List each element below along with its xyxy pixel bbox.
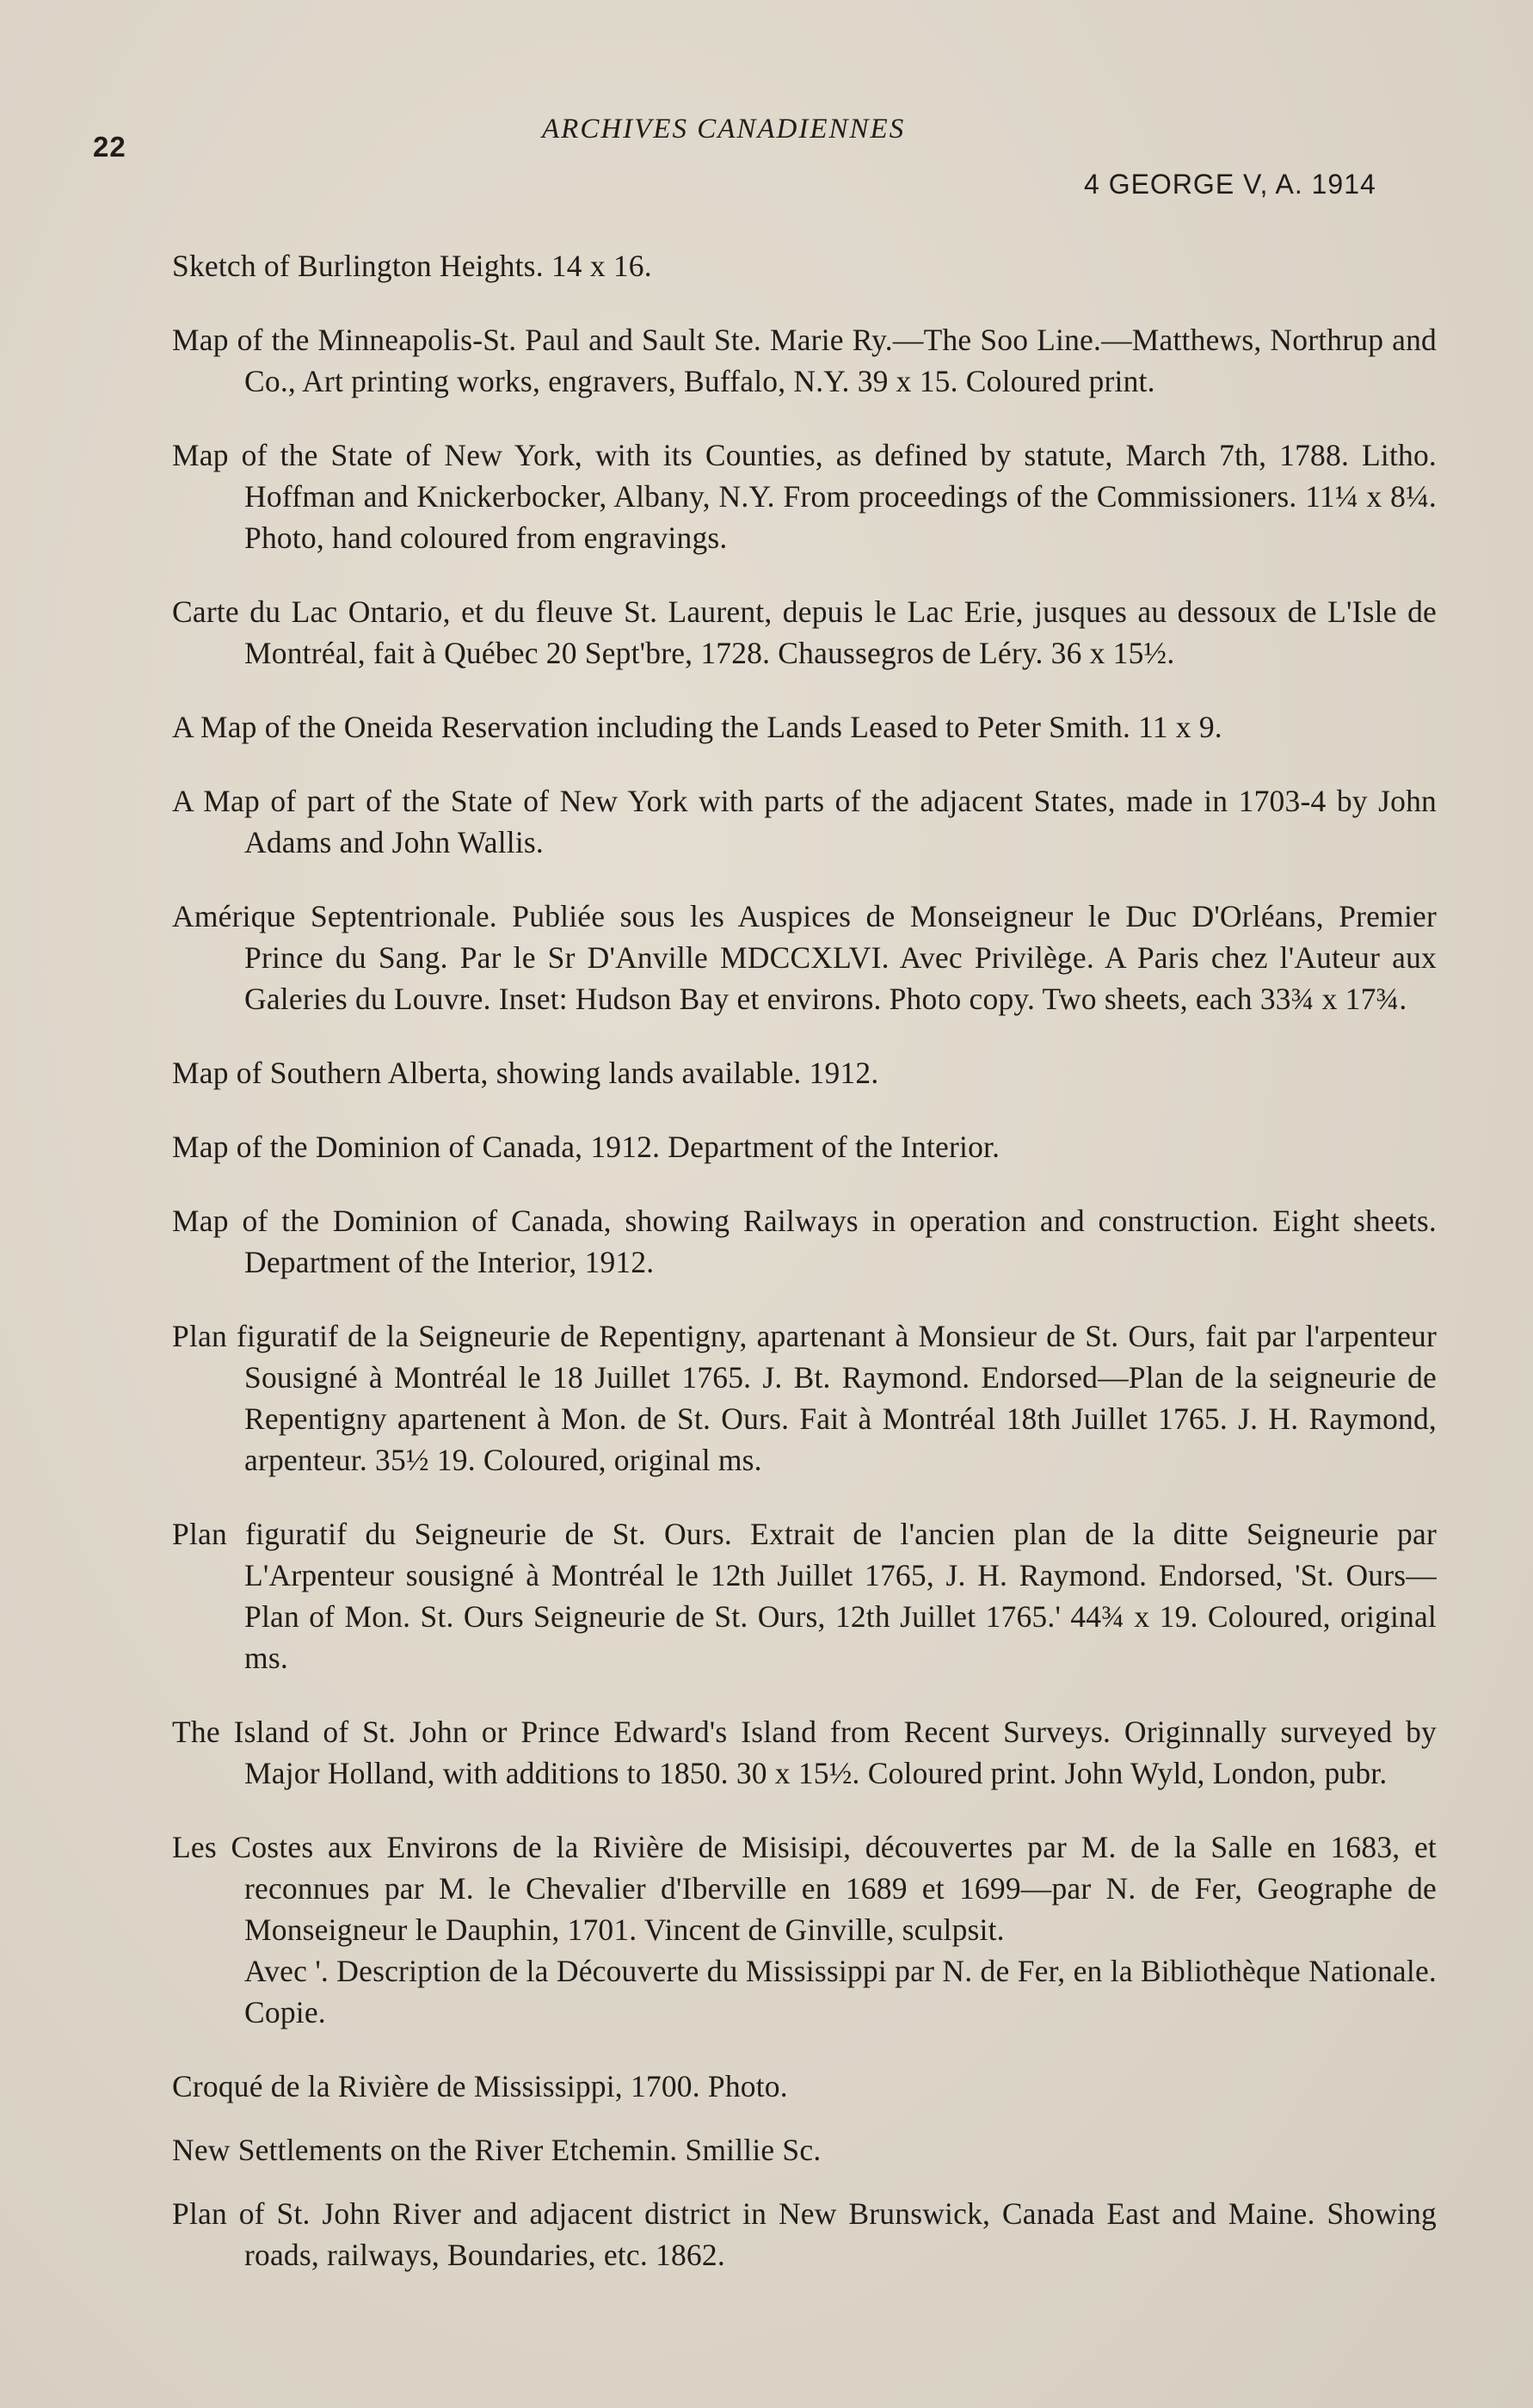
map-entry: [172, 1826, 1437, 2033]
entry-text: Map of the State of New York, with its Counties, as defined by statute, March 7th, 1788. Litho. Hoffman and Knickerbocker, Albany, N.Y. From proceedings of the Commissioners. 11¼ x 8¼. Photo, hand coloured from engravings.: [172, 438, 1437, 555]
entry-text: Map of Southern Alberta, showing lands available. 1912.: [172, 1056, 879, 1090]
entry-text: Carte du Lac Ontario, et du fleuve St. Laurent, depuis le Lac Erie, jusques au dessoux de L'Isle de Montréal, fait à Québec 20 Sept'bre, 1728. Chaussegros de Léry. 36 x 15½.: [172, 594, 1437, 670]
map-entry: [172, 2129, 1437, 2171]
map-entry: [172, 319, 1437, 402]
map-entry: [172, 1315, 1437, 1481]
map-entry: [172, 2066, 1437, 2107]
map-entry: [172, 1711, 1437, 1794]
map-entry: [172, 706, 1437, 748]
entry-text: A Map of part of the State of New York with parts of the adjacent States, made in 1703-4 by John Adams and John Wallis.: [172, 784, 1437, 859]
entry-text: Plan of St. John River and adjacent district in New Brunswick, Canada East and Maine. Showing roads, railways, Boundaries, etc. 1862.: [172, 2196, 1437, 2272]
entry-text: A Map of the Oneida Reservation including the Lands Leased to Peter Smith. 11 x 9.: [172, 710, 1222, 744]
session-year: 4 GEORGE V, A. 1914: [1084, 169, 1376, 200]
map-entry: [172, 1513, 1437, 1678]
entry-text: New Settlements on the River Etchemin. Smillie Sc.: [172, 2133, 822, 2167]
map-entry: [172, 245, 1437, 286]
running-title: ARCHIVES CANADIENNES: [542, 114, 906, 145]
map-entry: [172, 896, 1437, 1019]
entry-text: Les Costes aux Environs de la Rivière de Misisipi, découvertes par M. de la Salle en 1683, et reconnues par M. le Chevalier d'Iberville en 1689 et 1699—par N. de Fer, Geographe de Monseigneur le Dauphin, 1701. Vincent de Ginville, sculpsit.: [172, 1830, 1437, 1947]
entry-text: Map of the Dominion of Canada, showing Railways in operation and construction. Eight sheets. Department of the Interior, 1912.: [172, 1204, 1437, 1279]
map-entry: [172, 2193, 1437, 2276]
entry-text: Sketch of Burlington Heights. 14 x 16.: [172, 249, 652, 283]
entry-text: Amérique Septentrionale. Publiée sous les Auspices de Monseigneur le Duc D'Orléans, Premier Prince du Sang. Par le Sr D'Anville MDCCXLVI. Avec Privilège. A Paris chez l'Auteur aux Galeries du Louvre. Inset: Hudson Bay et environs. Photo copy. Two sheets, each 33¾ x 17¾.: [172, 899, 1437, 1016]
entry-text: The Island of St. John or Prince Edward's Island from Recent Surveys. Originnally surveyed by Major Holland, with additions to 1850. 30 x 15½. Coloured print. John Wyld, London, pubr.: [172, 1715, 1437, 1790]
entry-text: Map of the Dominion of Canada, 1912. Department of the Interior.: [172, 1130, 1000, 1164]
page-number: 22: [93, 131, 126, 163]
entry-text: Plan figuratif du Seigneurie de St. Ours. Extrait de l'ancien plan de la ditte Seigneurie par L'Arpenteur sousigné à Montréal le 12th Juillet 1765, J. H. Raymond. Endorsed, 'St. Ours—Plan of Mon. St. Ours Seigneurie de St. Ours, 12th Juillet 1765.' 44¾ x 19. Coloured, original ms.: [172, 1517, 1437, 1675]
map-entry: [172, 434, 1437, 558]
map-entry: [172, 1200, 1437, 1283]
entry-text: Croqué de la Rivière de Mississippi, 1700. Photo.: [172, 2069, 788, 2103]
map-entry: [172, 591, 1437, 674]
entry-text: Map of the Minneapolis-St. Paul and Sault Ste. Marie Ry.—The Soo Line.—Matthews, Northrup and Co., Art printing works, engravers, Buffalo, N.Y. 39 x 15. Coloured print.: [172, 323, 1437, 398]
map-entry: [172, 1126, 1437, 1167]
map-entry: [172, 1052, 1437, 1093]
map-entry: [172, 780, 1437, 863]
entry-text: Plan figuratif de la Seigneurie de Repentigny, apartenant à Monsieur de St. Ours, fait par l'arpenteur Sousigné à Montréal le 18 Juillet 1765. J. Bt. Raymond. Endorsed—Plan de la seigneurie de Repentigny apartenent à Mon. de St. Ours. Fait à Montréal 18th Juillet 1765. J. H. Raymond, arpenteur. 35½ 19. Coloured, original ms.: [172, 1319, 1437, 1477]
map-entry-list: [172, 245, 1437, 2308]
entry-sub-text: Avec '. Description de la Découverte du Mississippi par N. de Fer, en la Bibliothèque Nationale. Copie.: [244, 1954, 1437, 2029]
